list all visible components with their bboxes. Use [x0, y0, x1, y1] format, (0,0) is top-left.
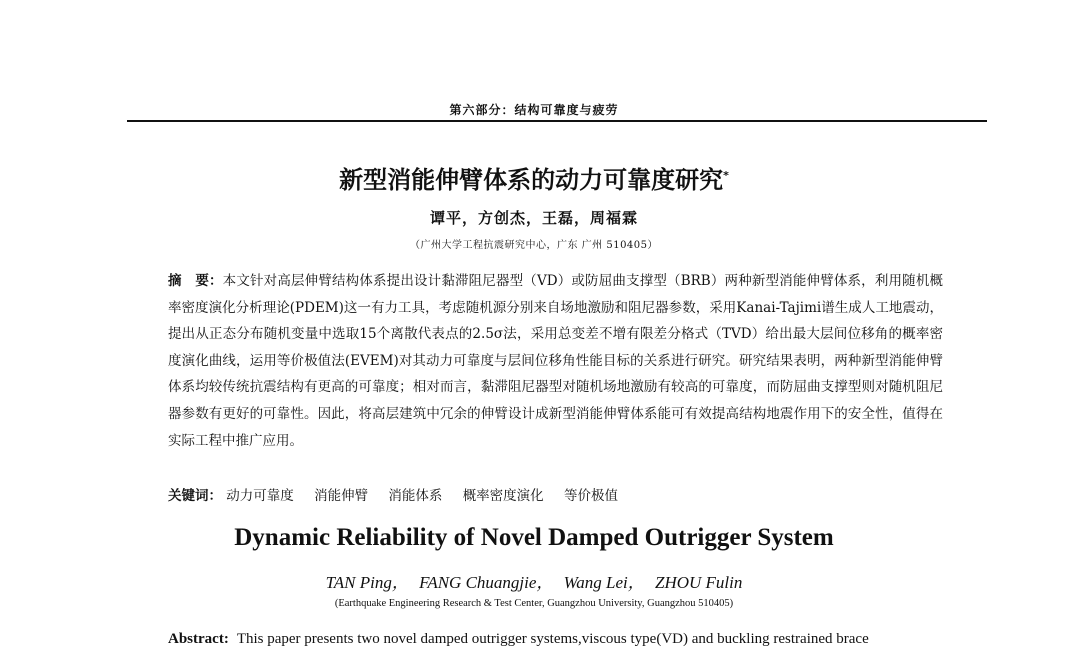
cn-keyword: 概率密度演化 [462, 488, 544, 504]
en-author: TAN Ping， [325, 573, 409, 592]
cn-title-footnote-mark: * [723, 169, 729, 182]
cn-abstract-label: 摘 要： [168, 273, 223, 289]
en-abstract-text: This paper presents two novel damped outrigger systems,viscous type(VD) and buckling restrained brace [236, 631, 869, 647]
cn-title [0, 160, 1068, 195]
cn-authors: 谭平，方创杰，王磊，周福霖 [429, 209, 638, 227]
cn-keyword: 等价极值 [563, 488, 618, 504]
en-author: FANG Chuangjie， [419, 573, 554, 592]
cn-keywords [168, 486, 943, 506]
en-abstract [168, 629, 968, 649]
cn-keyword: 消能伸臂 [314, 488, 369, 504]
cn-abstract [168, 268, 943, 454]
en-author: ZHOU Fulin [655, 573, 743, 592]
cn-keywords-label: 关键词： [168, 488, 222, 504]
en-authors [0, 568, 1068, 593]
en-title: Dynamic Reliability of Novel Damped Outrigger System [234, 524, 834, 551]
cn-keyword: 消能体系 [388, 488, 443, 504]
running-head: 第六部分：结构可靠度与疲劳 [449, 103, 619, 117]
en-abstract-label: Abstract: [168, 631, 229, 647]
cn-abstract-text: 本文针对高层伸臂结构体系提出设计黏滞阻尼器型（VD）或防屈曲支撑型（BRB）两种新型消能伸臂体系，利用随机概率密度演化分析理论(PDEM)这一有力工具，考虑随机源分别来自场地激励和阻尼器参数，采用Kanai-Tajimi谱生成人工地震动，提出从正态分布随机变量中选取15个离散代表点的2.5σ法，采用总变差不增有限差分格式（TVD）给出最大层间位移角的概率密度演化曲线，运用等价极值法(EVEM)对其动力可靠度与层间位移角性能目标的关系进行研究。研究结果表明，两种新型消能伸臂体系均较传统抗震结构有更高的可靠度；相对而言，黏滞阻尼器型对随机场地激励有较高的可靠度，而防屈曲支撑型则对随机阻尼器参数有更好的可靠性。因此，将高层建筑中冗余的伸臂设计成新型消能伸臂体系能可有效提高结构地震作用下的安全性，值得在实际工程中推广应用。 [168, 273, 944, 449]
cn-title-text: 新型消能伸臂体系的动力可靠度研究 [339, 166, 724, 194]
en-author: Wang Lei， [563, 573, 645, 592]
header-rule [127, 120, 987, 122]
en-affiliation: (Earthquake Engineering Research & Test Center, Guangzhou University, Guangzhou 510405) [334, 598, 734, 609]
cn-affiliation: （广州大学工程抗震研究中心，广东 广州 510405） [409, 240, 659, 251]
cn-keyword: 动力可靠度 [226, 488, 294, 504]
